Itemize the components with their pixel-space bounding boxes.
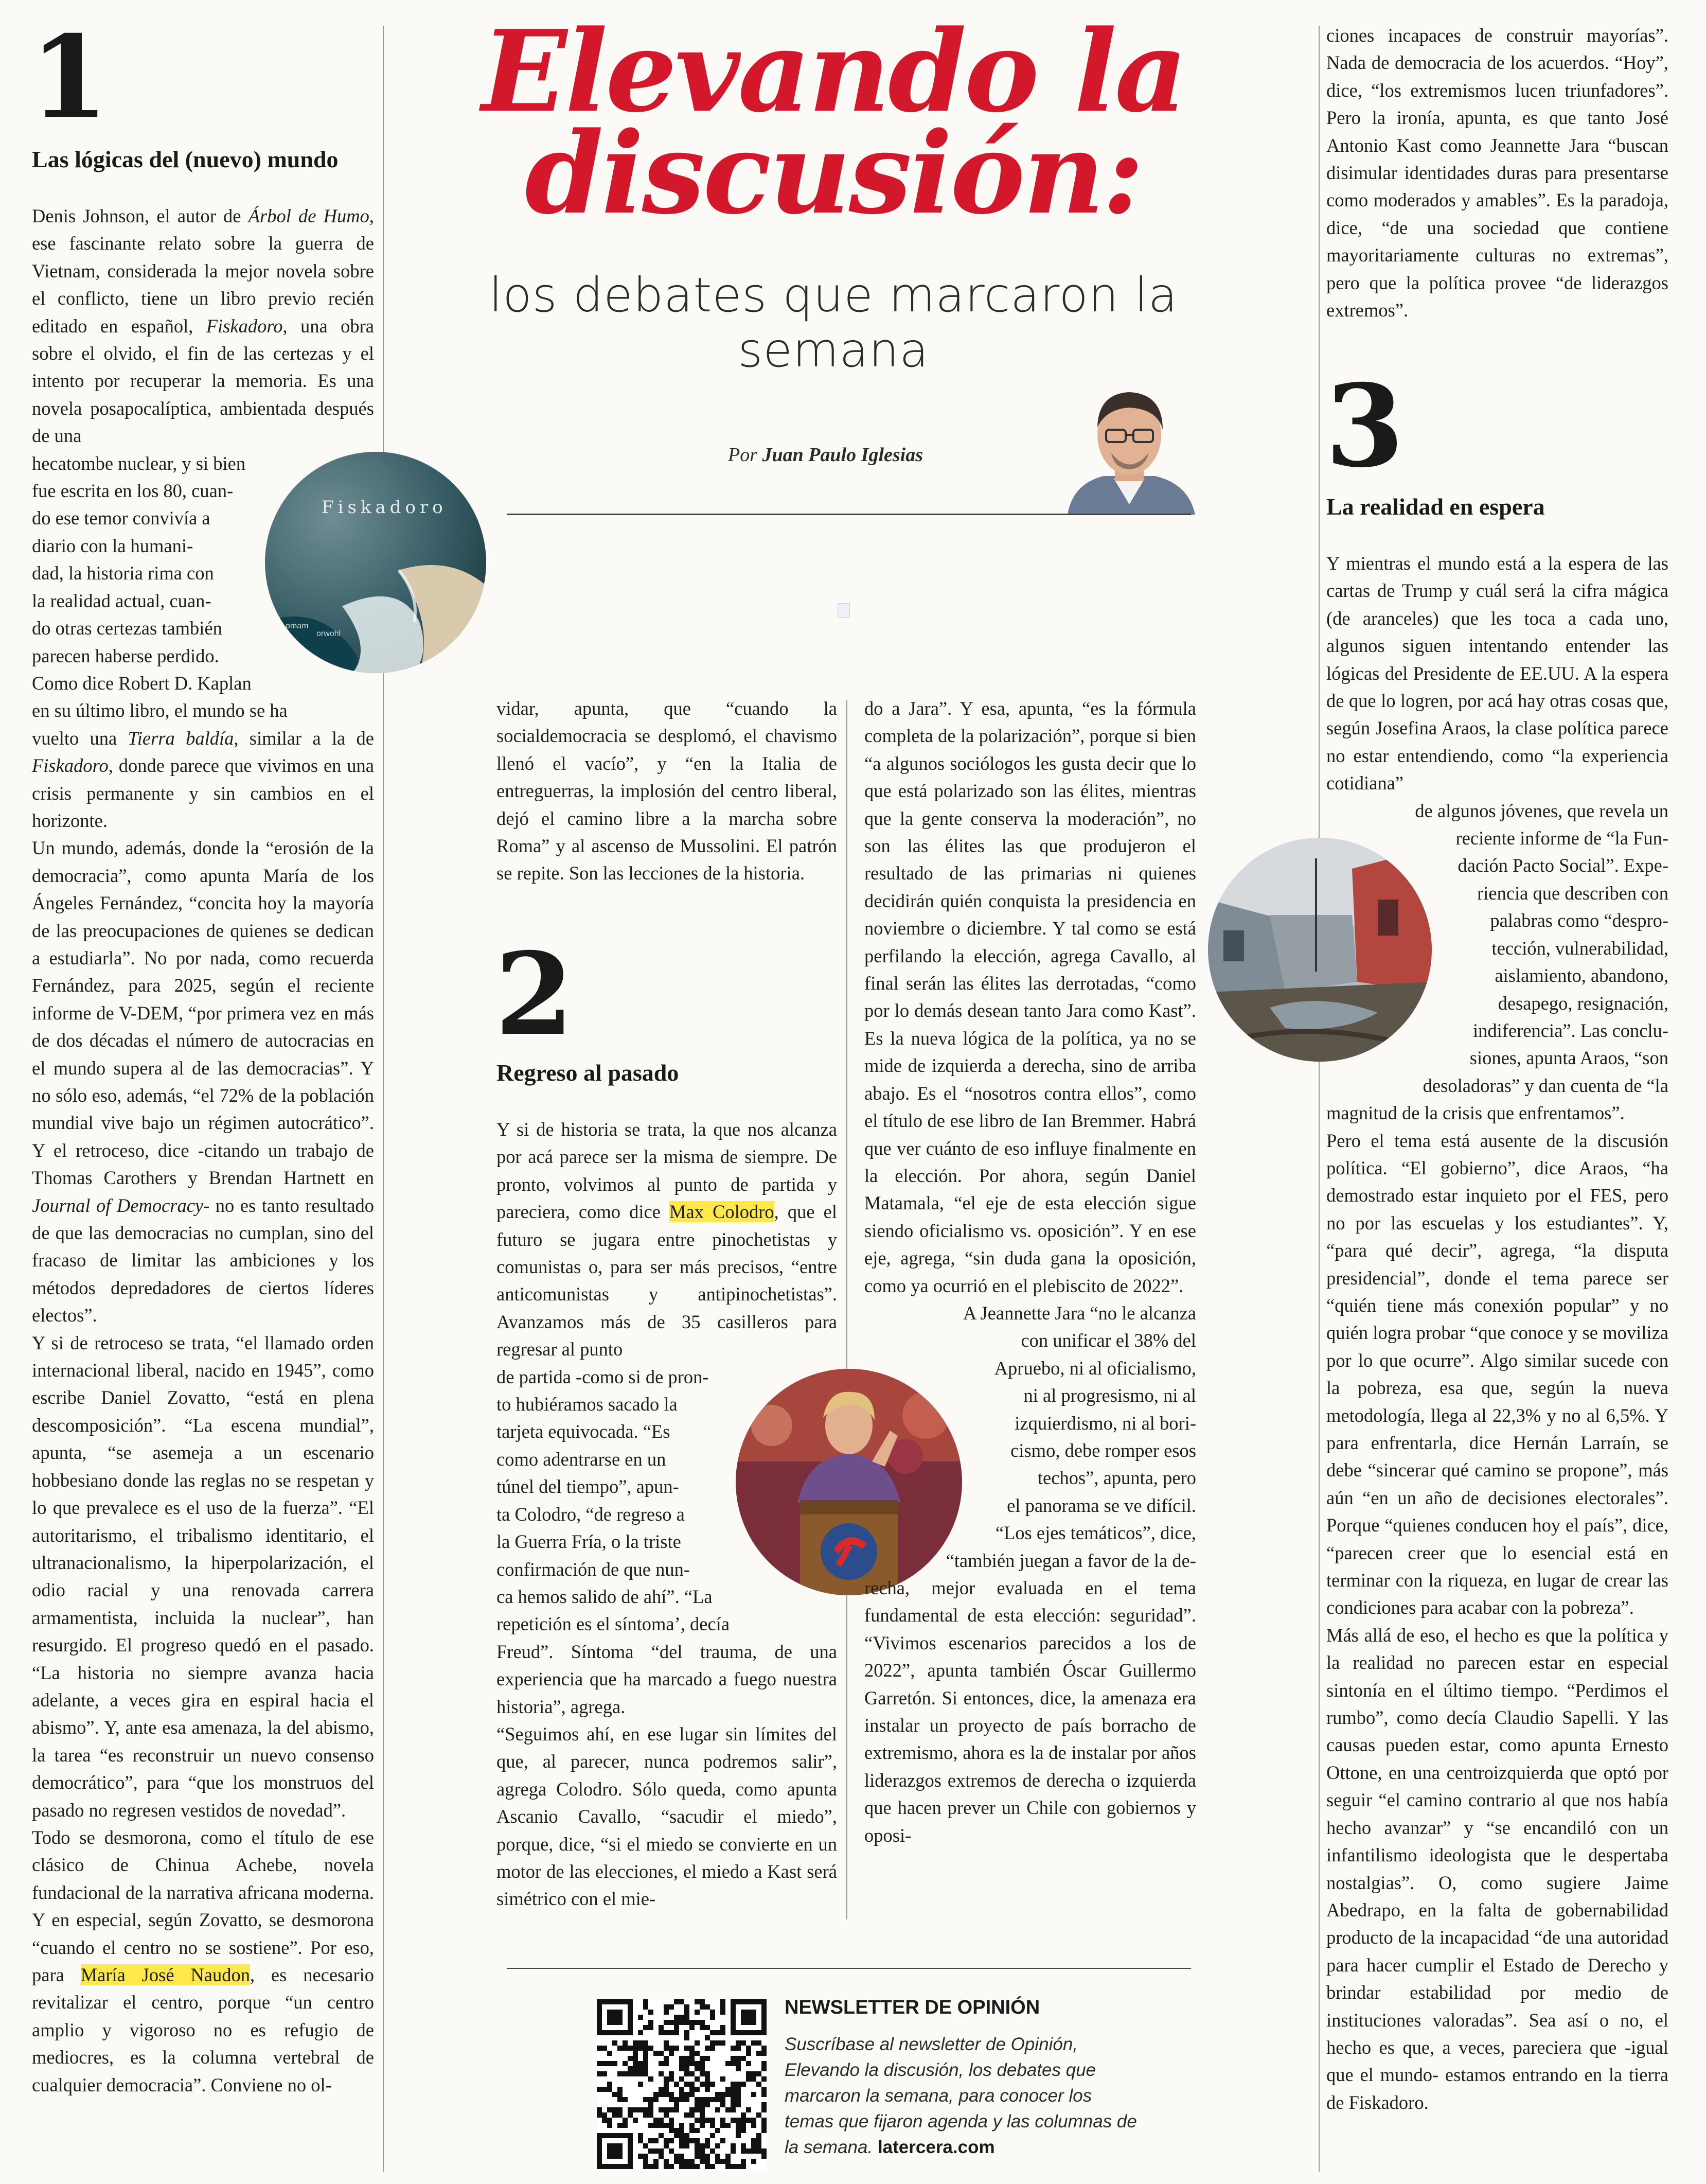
wrapped-line: desoladoras” y dan cuenta de “la	[1423, 1075, 1668, 1096]
wrapped-line: la realidad actual, cuan-	[32, 590, 211, 611]
section-2-title: Regreso al pasado	[496, 1060, 679, 1086]
section-1-title: Las lógicas del (nuevo) mundo	[32, 146, 339, 172]
wrapped-line: A Jeannette Jara “no le alcanza	[963, 1302, 1196, 1324]
wrapped-line: Como dice Robert D. Kaplan	[32, 672, 252, 694]
wrapped-line: con unificar el 38% del	[1021, 1330, 1196, 1351]
wrapped-line: riencia que describen con	[1477, 882, 1668, 904]
author-photo	[1057, 381, 1201, 515]
byline	[728, 444, 923, 466]
wrapped-line: tarjeta equivocada. “Es	[496, 1421, 670, 1442]
section-3-number: 3	[1325, 359, 1401, 492]
section-2-number: 2	[495, 927, 571, 1061]
street-photo	[1208, 838, 1432, 1062]
byline-prefix: Por	[728, 444, 762, 466]
wrapped-line: la Guerra Fría, o la triste	[496, 1531, 681, 1553]
placeholder-glyph	[838, 603, 850, 618]
wrapped-line: repetición es el síntoma’, decía	[496, 1613, 730, 1635]
wrapped-line: diario con la humani-	[32, 535, 193, 556]
column-3-bottom: recha, mejor evaluada en el tema fundamental de esta elección: seguridad”. “Vivimos escenarios parecidos a los de 2022”, apunta también Óscar Guillermo Garretón. Si entonces, dice, la amenaza era instalar un proyecto de país borracho de extremismo, ahora es la de instalar por años liderazgos extremos de derecha o izquierda que hacen prever un Chile con gobiernos y oposi-	[864, 1577, 1196, 1846]
headline	[432, 6, 1235, 239]
wrapped-line: Apruebo, ni al oficialismo,	[994, 1357, 1196, 1379]
wrapped-line: techos”, apunta, pero	[1037, 1467, 1196, 1489]
fiskadoro-cover-title: Fiskadoro	[322, 497, 447, 518]
fiskadoro-cover-small-text-2: orwohl	[316, 629, 341, 638]
column-rule-right	[1319, 26, 1320, 2172]
newsletter-qr-code[interactable]	[597, 1999, 767, 2169]
newsletter-link[interactable]: latercera.com	[877, 2137, 995, 2157]
wrapped-line: ta Colodro, “de regreso a	[496, 1503, 685, 1525]
section-1-intro: Denis Johnson, el autor de Árbol de Humo, ese fascinante relato sobre la guerra de Vietnam, considerada la mejor novela sobre el conflicto, tiene un libro previo recién editado en español, Fiskadoro, una obra sobre el olvido, el fin de las certezas y el intento por recuperar la memoria. Es una novela posapocalíptica, ambientada después de una	[32, 205, 375, 447]
column-4-top	[1326, 22, 1668, 324]
column-rule-mid	[846, 700, 847, 1919]
wrapped-line: dación Pacto Social”. Expe-	[1458, 855, 1668, 876]
section-3-title: La realidad en espera	[1326, 494, 1545, 520]
wrapped-line: parecen haberse perdido.	[32, 645, 219, 666]
headline-line-2: discusión:	[525, 108, 1142, 239]
wrapped-line: confirmación de que nun-	[496, 1558, 690, 1580]
section-2-bottom-2: “Seguimos ahí, en ese lugar sin límites del que, al parecer, nunca podremos salir”, agrega Colodro. Sólo queda, como apunta Ascanio Cavallo, “sacudir el miedo”, porque, dice, “si el miedo se convierte en un motor de las elecciones, el miedo a Kast será simétrico con el mie-	[496, 1723, 837, 1910]
section-1-paragraphs	[32, 834, 374, 2099]
column-2-top	[496, 695, 837, 887]
fiskadoro-book-cover	[265, 452, 486, 673]
column-3-continuation: do a Jara”. Y esa, apunta, “es la fórmula completa de la polarización”, porque si bien “a algunos sociólogos les gusta decir que lo que está polarizado son las élites, mientras que la gente conserva la moderación”, no son las élites las que produjeron el resultado de las primarias ni quienes decidirán quién conquista la presidencia en noviembre o diciembre. Y tal como se está perfilando la elección, agrega Cavallo, al final serán las élites las derrotadas, “como por lo demás desean tanto Jara como Kast”. Es la nueva lógica de la política, ya no se mide de izquierda a derecha, sino de arriba abajo. Es el “nosotros contra ellos”, como el título de ese libro de Ian Bremmer. Habrá que ver cuánto de eso influye finalmente en la elección. Por ahora, según Daniel Matamala, “el eje de esta elección sigue siendo oficialismo vs. oposición”. Y en ese eje, agrega, “sin duda gana la oposición, como ya ocurrió en el plebiscito de 2022”.	[864, 698, 1196, 1296]
wrapped-line: hecatombe nuclear, y si bien	[32, 452, 246, 474]
newsletter-text	[785, 2032, 1145, 2160]
paragraph: Más allá de eso, el hecho es que la política y la realidad no parecen estar en especial sintonía en el último tiempo. “Perdimos el rumbo”, como decía Claudio Sapelli. Y las causas pueden estar, como apunta Ernesto Ottone, en una centroizquierda que optó por seguir “el camino contrario al que nos había hecho avanzar” y “se encandiló con un infantilismo ideologista que le despertaba nostalgias”. O, como sugiere Jaime Abedrapo, en la falta de gobernabilidad producto de la incapacidad “de una autoridad para hacer cumplir el Estado de Derecho y brindar estabilidad por medio de instituciones valoradas”. Sea así o no, el hecho es que, a veces, pareciera que -igual que el mundo- estamos entrando en la tierra de Fiskadoro.	[1326, 1624, 1668, 2113]
wrapped-line: fue escrita en los 80, cuan-	[32, 480, 234, 502]
byline-author: Juan Paulo Iglesias	[762, 444, 923, 466]
wrapped-line: desapego, resignación,	[1498, 992, 1668, 1014]
paragraph: Pero el tema está ausente de la discusión política. “El gobierno”, dice Araos, “ha demostrado estar inquieto por el FES, pero no por las escuelas y los estudiantes”. Y, “para qué decir”, agrega, “la disputa presidencial”, donde el tema parece ser “quién tiene más conexión popular” y no quién logra probar “que conoce y se moviliza por lo que ocurre”. Algo similar sucede con la pobreza, esa que, según la nueva metodología, llega al 22,3% y no al 6,5%. Y para enfrentarla, dice Hernán Larraín, se debe “sincerar qué camino se propone”, más aún “en un año de decisiones electorales”. Porque “quienes conducen hoy el país”, dice, “parecen creer que lo esencial está en terminar con la riqueza, en lugar de crear las condiciones para acabar con la pobreza”.	[1326, 1130, 1668, 1618]
wrapped-line: reciente informe de “la Fun-	[1455, 827, 1668, 849]
section-2-intro: Y si de historia se trata, la que nos alcanza por acá parece ser la misma de siempre. De pronto, volvimos al punto de partida y pareciera, como dice Max Colodro, que el futuro se jugara entre pinochetistas y comunistas o, para ser más precisos, “entre anticomunistas y antipinochetistas”. Avanzamos más de 35 casilleros para regresar al punto	[496, 1119, 837, 1360]
fiskadoro-cover-small-text: omam	[286, 622, 309, 630]
byline-rule	[507, 514, 1191, 515]
column-2-continuation: vidar, apunta, que “cuando la socialdemocracia se desplomó, el chavismo llenó el vacío”, y “en la Italia de entreguerras, la implosión del centro liberal, dejó el camino libre a la marcha sobre Roma” y al ascenso de Mussolini. El patrón se repite. Son las lecciones de la historia.	[496, 698, 837, 884]
column-4-continuation: ciones incapaces de construir mayorías”. Nada de democracia de los acuerdos. “Hoy”, dice, “los extremismos lucen triunfadores”. Pero la ironía, apunta, es que tanto José Antonio Kast como Jeannette Jara “buscan disimular identidades duras para presentarse como moderados y amables”. Es la paradoja, dice, “de una sociedad que contiene mayoritariamente culturas no extremas”, pero que la política provee “de liderazgos extremos”.	[1326, 25, 1668, 321]
wrapped-line: aislamiento, abandono,	[1495, 965, 1668, 987]
wrapped-line: do ese temor convivía a	[32, 507, 210, 529]
wrapped-line: siones, apunta Araos, “son	[1469, 1047, 1668, 1069]
wrapped-line: dad, la historia rima con	[32, 562, 214, 584]
wrapped-line: de algunos jóvenes, que revela un	[1415, 800, 1668, 821]
section-2-bottom: Freud”. Síntoma “del trauma, de una experiencia que ha marcado a fuego nuestra historia”, agrega.	[496, 1641, 837, 1717]
column-3-wrapped-lines	[864, 1299, 1196, 1574]
wrapped-line: tección, vulnerabilidad,	[1491, 937, 1668, 959]
wrapped-line: do otras certezas también	[32, 618, 222, 639]
paragraph: Y si de retroceso se trata, “el llamado orden internacional liberal, nacido en 1945”, como escribe Daniel Zovatto, “está en plena descomposición”. “La escena mundial”, apunta, “se asemeja a un escenario hobbesiano donde las reglas no se respetan y lo que prevalece es el uso de la fuerza”. “El autoritarismo, el tribalismo identitario, el ultranacionalismo, la hiperpolarización, el odio racial y una renovada carrera armamentista, incluida la nuclear”, han resurgido. El progreso quedó en el pasado. “La historia no siempre avanza hacia adelante, a veces gira en espiral hacia el abismo”. Y, ante esa amenaza, la del abismo, la tarea “es reconstruir un nuevo consenso democrático”, para “que los monstruos del pasado no regresen vestidos de novedad”.	[32, 1332, 374, 1821]
section-3-body	[1326, 550, 1668, 2116]
wrapped-line: “Los ejes temáticos”, dice,	[995, 1522, 1196, 1544]
newsletter-rule	[507, 1968, 1191, 1969]
section-3-bottom: magnitud de la crisis que enfrentamos”.	[1326, 1102, 1625, 1124]
wrapped-line: de partida -como si de pron-	[496, 1366, 709, 1387]
wrapped-line: indiferencia”. Las conclu-	[1472, 1019, 1668, 1041]
wrapped-line: ca hemos salido de ahí”. “La	[496, 1586, 713, 1607]
section-3-intro: Y mientras el mundo está a la espera de las cartas de Trump y cuál será la cifra mágica (de aranceles) que les toca a cada uno, algunos siguen intentando entender las lógicas del Presidente de EE.UU. A la espera de que lo logren, por acá hay otras cosas que, según Josefina Araos, la clase política parece no estar entendiendo, como “la experiencia cotidiana”	[1326, 553, 1668, 794]
wrapped-line: túnel del tiempo”, apun-	[496, 1476, 679, 1498]
wrapped-line: to hubiéramos sacado la	[496, 1394, 678, 1415]
wrapped-line: cismo, debe romper esos	[1010, 1439, 1196, 1461]
wrapped-line: izquierdismo, ni al bori-	[1015, 1412, 1196, 1434]
paragraph: Todo se desmorona, como el título de ese clásico de Chinua Achebe, novela fundacional de la narrativa africana moderna. Y en especial, según Zovatto, se desmorona “cuando el centro no se sostiene”. Por eso, para María José Naudon, es necesario revitalizar el centro, porque “un centro amplio y vigoroso no es refugio de mediocres, es la columna vertebral de cualquier democracia”. Conviene no ol-	[32, 1826, 374, 2095]
section-1-intro-end: vuelto una Tierra baldía, similar a la de Fiskadoro, donde parece que vivimos en una crisis permanente y sin cambios en el horizonte.	[32, 727, 374, 831]
newsletter-description: Suscríbase al newsletter de Opinión, Elevando la discusión, los debates que marcaron la semana, para conocer los temas que fijaron agenda y las columnas de la semana.	[785, 2034, 1137, 2157]
column-3	[864, 695, 1196, 1849]
wrapped-line: ni al progresismo, ni al	[1023, 1385, 1196, 1406]
wrapped-line: palabras como “despro-	[1490, 910, 1668, 931]
wrapped-line: el panorama se ve difícil.	[1007, 1494, 1196, 1516]
headline-subtitle: los debates que marcaron la semana	[489, 268, 1178, 378]
section-1-number: 1	[30, 10, 106, 144]
section-3-paragraphs	[1326, 1127, 1668, 2117]
wrapped-line: como adentrarse en un	[496, 1448, 666, 1470]
wrapped-line: “también juegan a favor de la de-	[946, 1549, 1196, 1571]
column-rule-left	[383, 26, 384, 2172]
paragraph: Un mundo, además, donde la “erosión de la democracia”, como apunta María de los Ángeles Fernández, “concita hoy la mayoría de las preocupaciones de quienes se dedican a estudiarla”. No por nada, como recuerda Fernández, para 2025, según el reciente informe de V-DEM, “por primera vez en más de dos décadas el número de autocracias en el mundo supera al de las democracias”. Y no sólo eso, además, “el 72% de la población mundial vive bajo un régimen autocrático”. Y el retroceso, dice -citando un trabajo de Thomas Carothers y Brendan Hartnett en Journal of Democracy- no es tanto resultado de que las democracias no cumplan, sino del fracaso de limitar las ambiciones y los métodos depredadores de ciertos líderes electos”.	[32, 837, 374, 1326]
wrapped-line: en su último libro, el mundo se ha	[32, 700, 288, 721]
headline-line-1: Elevando la	[482, 6, 1185, 137]
newsletter-title: NEWSLETTER DE OPINIÓN	[785, 1997, 1040, 2018]
